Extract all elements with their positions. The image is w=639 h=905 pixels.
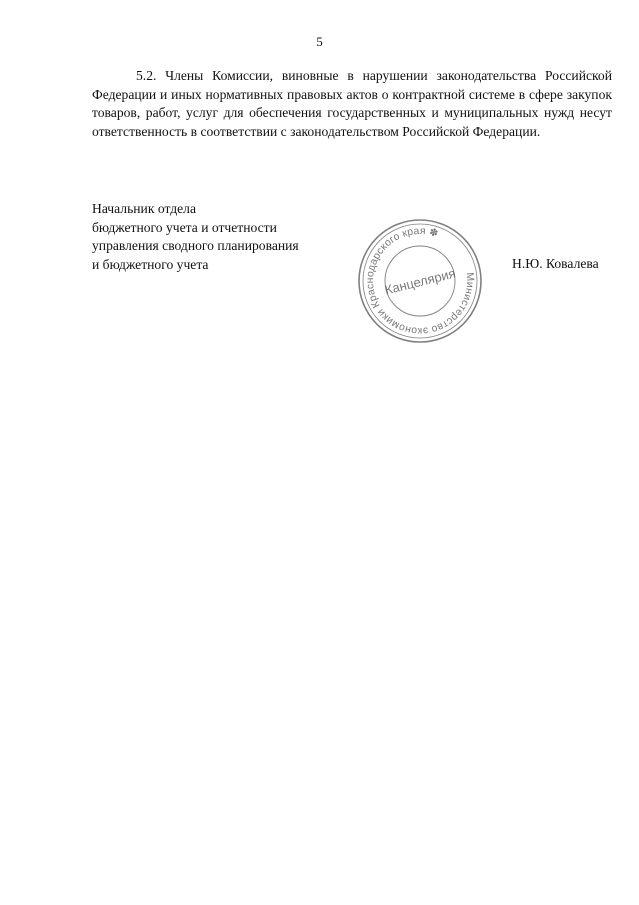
signatory-title-line-1: Начальник отдела bbox=[92, 201, 196, 216]
paragraph-5-2: 5.2. Члены Комиссии, виновные в нарушении законодательства Российской Федерации и иных нормативных правовых актов о контрактной системе в сфере закупок товаров, работ, услуг для обеспечения государственных и муниципальных нужд несут ответственность в соответствии с законодательством Российской Федерации. bbox=[92, 68, 612, 140]
signatory-title bbox=[92, 200, 299, 275]
office-stamp bbox=[355, 216, 485, 346]
signatory-title-line-2: бюджетного учета и отчетности bbox=[92, 219, 277, 235]
page-number: 5 bbox=[316, 34, 323, 49]
signatory-title-line-3: управления сводного планирования bbox=[92, 238, 299, 254]
stamp-seal-icon bbox=[355, 216, 485, 346]
stamp-ring-text: Министерство экономики Краснодарского края ✽ bbox=[364, 225, 476, 337]
signer-name: Н.Ю. Ковалева bbox=[512, 256, 599, 271]
signatory-title-line-4: и бюджетного учета bbox=[92, 257, 209, 273]
stamp-center-text: Канцелярия bbox=[383, 265, 457, 298]
